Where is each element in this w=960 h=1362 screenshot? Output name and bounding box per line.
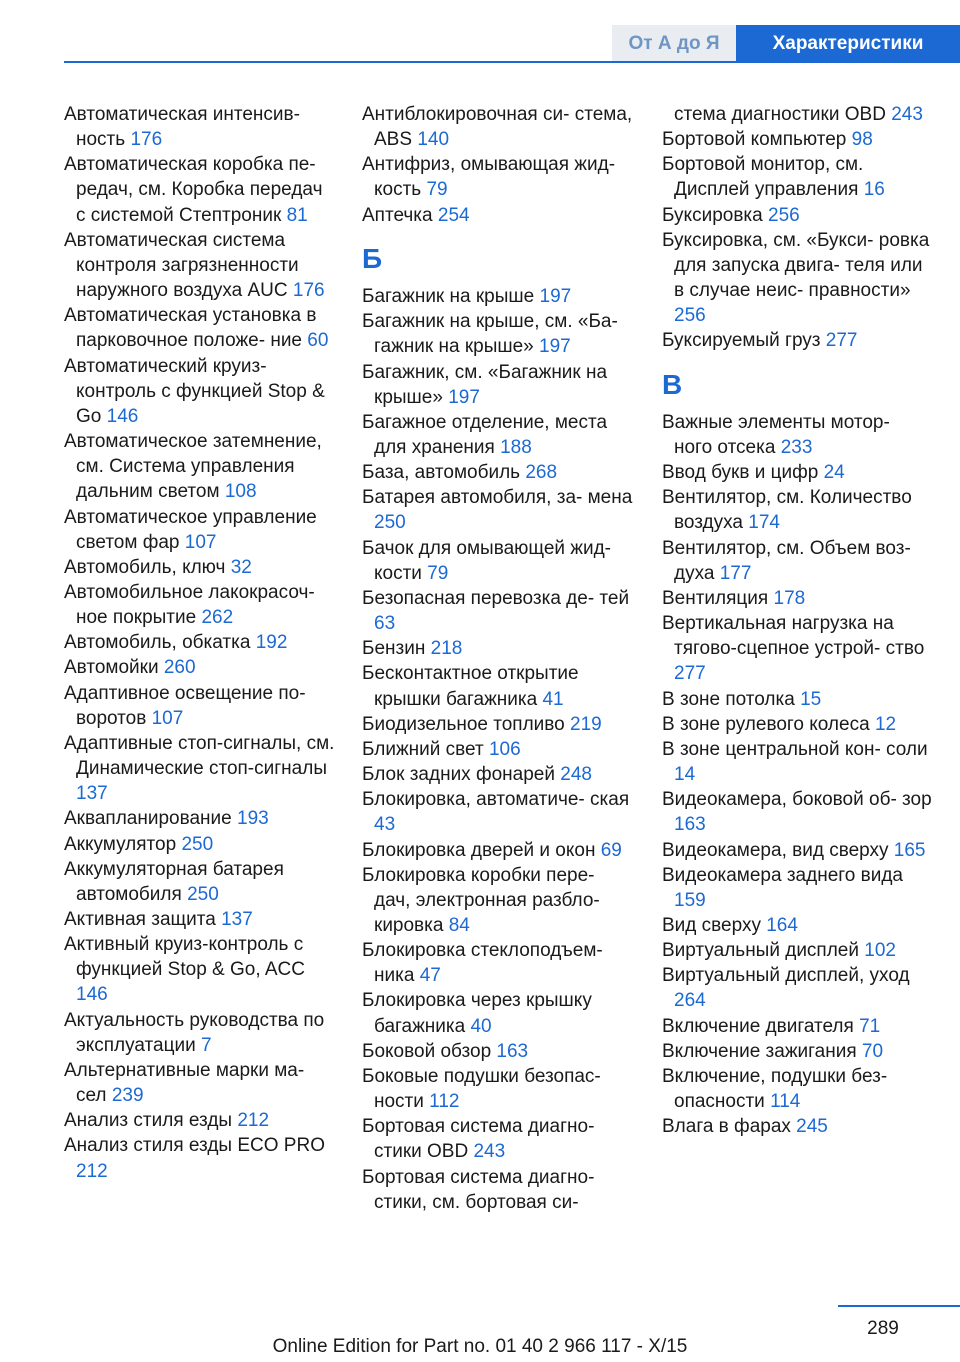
page-link[interactable]: 245 [796,1116,828,1138]
index-term: Бортовая система диагно‐ стики, см. бортовая си‐ [362,1166,595,1213]
index-term: Биодизельное топливо [362,713,571,735]
index-entry [64,303,336,353]
index-entry [362,410,634,460]
page-link[interactable]: 243 [473,1141,506,1163]
page-link[interactable]: 70 [861,1040,884,1062]
page-link[interactable]: 164 [766,914,798,936]
header-tab-specifications: Характеристики [736,25,960,62]
index-entry [662,687,932,712]
index-entry [662,102,932,127]
page-link[interactable]: 79 [426,179,448,201]
index-entry [362,661,634,711]
page-link[interactable]: 40 [470,1015,492,1037]
index-term: Автомобиль, обкатка [64,632,256,654]
page-link[interactable]: 218 [430,638,463,660]
section-letter: Б [362,242,383,274]
index-term: Антиблокировочная си‐ стема, ABS [362,104,633,151]
page-link[interactable]: 43 [374,814,396,836]
index-entry [64,1108,336,1133]
index-term: Автомойки [64,657,164,679]
index-entry [662,737,932,787]
index-entry [64,681,336,731]
index-entry [662,963,932,1013]
index-term: Антифриз, омывающая жид‐ кость [362,154,616,201]
page-link[interactable]: 159 [674,889,706,911]
index-term: Автоматическая система контроля загрязненности наружного воздуха AUC [64,229,299,302]
index-entry [64,857,336,907]
page-link[interactable]: 219 [570,713,602,735]
index-term: Вертикальная нагрузка на тягово-сцепное устрой‐ ство [662,613,925,660]
index-term: Блокировка коробки пере‐ дач, электронная разбло‐ кировка [362,864,600,936]
page-link[interactable]: 177 [719,562,752,584]
index-column-2 [362,102,634,1215]
index-entry [64,655,336,680]
index-entry [362,762,634,787]
index-term: Виртуальный дисплей [662,940,865,962]
index-entry [662,536,932,586]
index-term: Автомобильное лакокрасоч‐ ное покрытие [64,581,315,629]
page-link[interactable]: 176 [292,280,325,302]
page-link[interactable]: 108 [224,481,257,503]
index-entry [362,309,634,359]
page-link[interactable]: 277 [674,663,706,685]
index-entry [64,932,336,1007]
page-link[interactable]: 264 [674,990,706,1012]
page-link[interactable]: 193 [237,808,269,830]
page-link[interactable]: 163 [496,1040,529,1062]
index-entry [662,1014,932,1039]
index-entry [362,586,634,636]
index-term: Вентиляция [662,587,774,609]
index-term: Видеокамера, вид сверху [662,839,894,861]
page-number: 289 [867,1318,899,1339]
page-link[interactable]: 69 [600,839,622,861]
index-entry [662,485,932,535]
index-entry [662,712,932,737]
index-entry [64,1133,336,1183]
page-link[interactable]: 98 [851,129,873,151]
index-term: Блокировка стеклоподъем‐ ника [362,940,603,987]
index-entry [662,152,932,202]
page-link[interactable]: 114 [770,1091,801,1113]
page-link[interactable]: 7 [200,1034,212,1056]
index-entry [662,1064,932,1114]
header-rule [64,61,960,63]
page-link[interactable]: 212 [76,1160,108,1182]
page-link[interactable]: 107 [184,531,217,553]
index-entry [662,611,932,686]
index-term: Автоматическое затемнение, см. Система управления дальним светом [64,431,322,503]
index-entry [362,863,634,938]
index-term: В зоне рулевого колеса [662,713,875,735]
index-entry [662,410,932,460]
index-entry [64,228,336,303]
index-term: Вентилятор, см. Объем воз‐ духа [662,537,911,584]
page-link[interactable]: 243 [891,104,923,125]
index-entry [362,1064,634,1114]
index-term: База, автомобиль [362,462,526,484]
index-entry [64,102,336,152]
index-entry [64,555,336,580]
index-column-1 [64,102,336,1184]
header-tab-a-to-z: От А до Я [612,25,736,62]
index-term: Включение зажигания [662,1040,862,1062]
index-term: Аккумулятор [64,833,182,855]
index-entry [64,505,336,555]
page-link[interactable]: 12 [874,713,897,735]
index-entry [362,636,634,661]
index-term: Аптечка [362,204,438,226]
index-term: Блокировка дверей и окон [362,839,601,861]
index-entry [362,988,634,1038]
page-link[interactable]: 256 [674,305,706,327]
index-term: Боковые подушки безопас‐ ности [362,1065,601,1113]
page-link[interactable]: 197 [539,336,571,358]
page-link[interactable]: 178 [773,587,806,609]
page-link[interactable]: 84 [448,914,470,936]
page-link[interactable]: 63 [374,613,396,635]
index-entry [64,907,336,932]
index-term: Видеокамера, боковой об‐ зор [662,789,932,811]
index-term: Багажник на крыше, см. «Ба‐ гажник на крыше» [362,311,618,358]
index-entry [64,731,336,806]
index-term: Альтернативные марки ма‐ сел [64,1059,305,1107]
index-entry [362,460,634,485]
page-link[interactable]: 254 [437,204,470,226]
page-link[interactable]: 174 [748,512,780,534]
section-letter: В [662,368,683,400]
index-entry [64,1008,336,1058]
index-term: Блок задних фонарей [362,764,561,786]
page-link[interactable]: 165 [893,839,926,861]
index-entry [362,712,634,737]
page-link[interactable]: 188 [500,437,532,459]
index-entry [662,838,932,863]
page-link[interactable]: 16 [863,179,885,201]
index-term: В зоне центральной кон‐ соли [662,738,928,760]
page-link[interactable]: 146 [76,984,108,1006]
index-entry [64,630,336,655]
page-link[interactable]: 71 [859,1015,881,1037]
page-link[interactable]: 81 [286,204,308,226]
index-term: Боковой обзор [362,1040,497,1062]
page-link[interactable]: 106 [488,738,521,760]
index-term: Аквапланирование [64,808,238,830]
index-term: Автоматическая интенсив‐ ность [64,104,300,151]
index-term: Автоматический круиз-контроль с функцией Stop & Go [64,355,325,427]
index-term: Влага в фарах [662,1116,797,1138]
index-term: В зоне потолка [662,688,801,710]
index-entry [662,127,932,152]
page-link[interactable]: 41 [542,688,564,710]
index-entry [662,586,932,611]
page-link[interactable]: 256 [768,204,800,226]
index-entry [662,1039,932,1064]
page-link[interactable]: 212 [237,1110,270,1132]
index-entry [362,284,634,309]
page-link[interactable]: 146 [106,405,139,427]
index-term: Батарея автомобиля, за‐ мена [362,487,633,509]
page-link[interactable]: 239 [111,1085,144,1107]
index-term: Бортовая система диагно‐ стики OBD [362,1116,595,1163]
page-link[interactable]: 260 [163,657,196,679]
page-link[interactable]: 24 [823,462,845,484]
page-link[interactable]: 15 [800,688,822,710]
index-entry [662,787,932,837]
index-term: Автоматическая установка в парковочное положе‐ ние [64,305,317,352]
index-entry [64,580,336,630]
page-link[interactable]: 250 [187,883,219,905]
index-term: Бачок для омывающей жид‐ кости [362,537,612,584]
edition-note: Online Edition for Part no. 01 40 2 966 117 - X/15 [272,1336,688,1357]
index-term: Ближний свет [362,738,489,760]
page-link[interactable]: 250 [181,833,214,855]
page-link[interactable]: 14 [674,764,696,786]
index-term: Ввод букв и цифр [662,462,824,484]
page-link[interactable]: 107 [151,707,184,729]
page-link[interactable]: 137 [76,783,108,805]
index-entry [362,536,634,586]
index-entry [362,102,634,152]
index-term: Автомобиль, ключ [64,556,231,578]
index-term: Багажное отделение, места для хранения [362,411,608,459]
page-link[interactable]: 112 [429,1091,460,1113]
index-term: Аккумуляторная батарея автомобиля [64,858,284,905]
page-link[interactable]: 233 [780,437,813,459]
index-entry [662,913,932,938]
index-term: Вентилятор, см. Количество воздуха [662,487,912,534]
index-entry [662,203,932,228]
page-link[interactable]: 192 [255,632,288,654]
index-entry [662,938,932,963]
index-column-3 [662,102,932,1139]
page-link[interactable]: 262 [201,607,234,629]
page-link[interactable]: 32 [230,556,252,578]
index-term: Актуальность руководства по эксплуатации [64,1009,325,1056]
index-term: Багажник на крыше [362,286,540,308]
index-term: Активный круиз-контроль с функцией Stop & Go, ACC [64,934,305,981]
index-entry [64,1058,336,1108]
index-entry [362,1114,634,1164]
footer-rule [838,1305,960,1307]
index-entry [64,806,336,831]
index-term: Багажник, см. «Багажник на крыше» [362,361,608,408]
index-entry [362,787,634,837]
index-entry [362,485,634,535]
index-term: Безопасная перевозка де‐ тей [362,587,630,609]
index-entry [662,328,932,353]
index-term: Адаптивное освещение по‐ воротов [64,682,306,729]
index-term: Буксировка, см. «Букси‐ ровка для запуска двига‐ теля или в случае неис‐ правности» [662,229,930,302]
index-term: Бензин [362,638,431,660]
index-entry [662,1114,932,1139]
page-link[interactable]: 197 [448,386,480,408]
page-link[interactable]: 47 [419,965,441,987]
index-entry [362,360,634,410]
index-term: Блокировка, автоматиче‐ ская [362,789,630,811]
page-link[interactable]: 197 [539,286,572,308]
index-term: Автоматическое управление светом фар [64,506,317,553]
index-entry [362,1165,634,1215]
index-entry [64,429,336,504]
index-term: Бортовой монитор, см. Дисплей управления [662,154,864,201]
page-link[interactable]: 60 [307,330,329,352]
index-term: Буксировка [662,204,768,226]
page-link[interactable]: 268 [525,462,558,484]
page-link[interactable]: 250 [374,512,406,534]
index-term: Важные элементы мотор‐ ного отсека [662,411,890,459]
index-entry [64,354,336,429]
index-entry [362,152,634,202]
page-link[interactable]: 248 [560,764,592,786]
index-term: Бортовой компьютер [662,129,852,151]
page-link[interactable]: 163 [674,814,706,836]
index-term: Адаптивные стоп-сигналы, см. Динамические стоп-сигналы [64,732,335,780]
index-entry [64,832,336,857]
index-entry [662,863,932,913]
page-link[interactable]: 137 [221,909,253,930]
index-term: Бесконтактное открытие крышки багажника [362,663,579,710]
index-entry [362,1039,634,1064]
page-link[interactable]: 140 [417,129,450,151]
index-term: стема диагностики OBD [674,104,892,125]
index-term: Автоматическая коробка пе‐ редач, см. Коробка передач с системой Стептроник [64,154,323,226]
index-term: Виртуальный дисплей, уход [662,965,910,987]
page-link[interactable]: 79 [427,562,449,584]
page-link[interactable]: 277 [825,330,858,352]
index-entry [662,460,932,485]
index-term: Блокировка через крышку багажника [362,990,592,1037]
index-entry [362,838,634,863]
index-entry [362,737,634,762]
index-term: Анализ стиля езды ECO PRO [64,1135,325,1157]
index-term: Активная защита [64,909,222,930]
index-term: Вид сверху [662,914,767,936]
index-term: Включение, подушки без‐ опасности [662,1065,888,1113]
index-entry [662,228,932,329]
index-term: Включение двигателя [662,1015,860,1037]
index-term: Буксируемый груз [662,330,826,352]
index-entry [64,152,336,227]
page-link[interactable]: 102 [864,940,896,962]
page-link[interactable]: 176 [130,129,163,151]
index-term: Анализ стиля езды [64,1110,238,1132]
index-entry [362,938,634,988]
index-entry [362,203,634,228]
index-term: Видеокамера заднего вида [662,864,903,886]
